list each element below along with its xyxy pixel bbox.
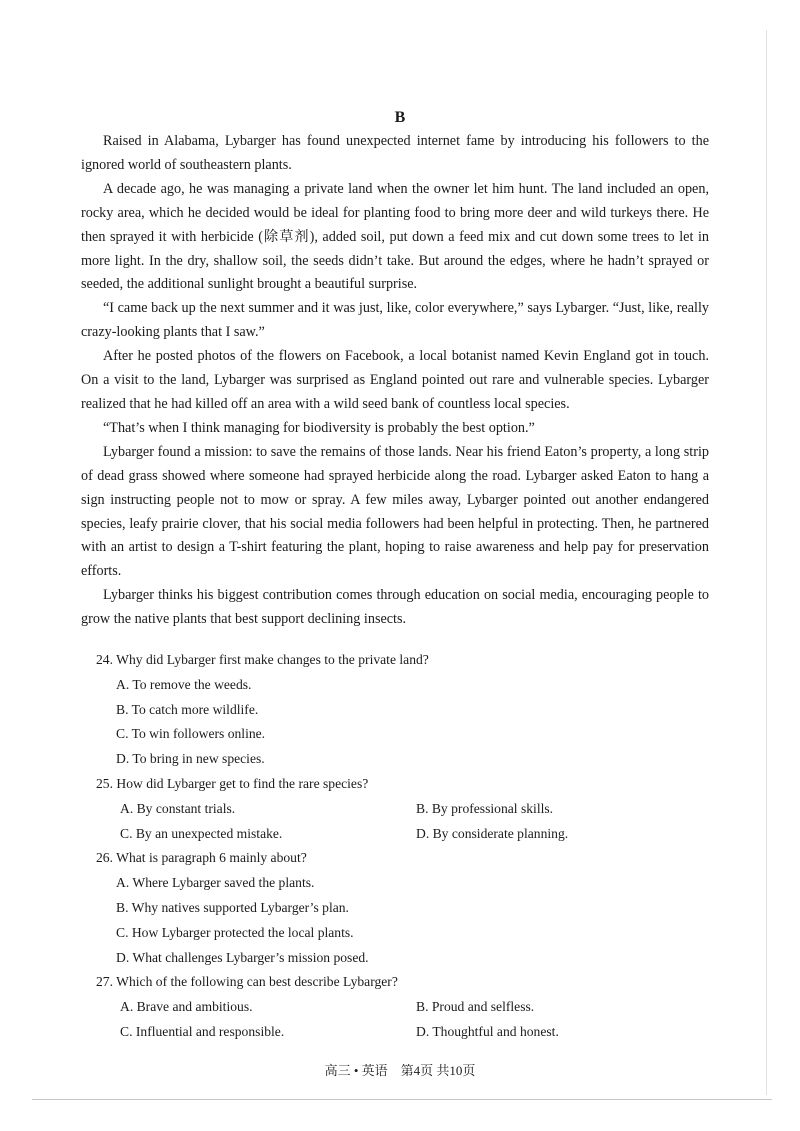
question-27: [96, 970, 716, 1044]
reading-passage: [81, 130, 709, 632]
option-d: D. Thoughtful and honest.: [416, 1023, 559, 1039]
question-26: [96, 846, 716, 970]
option-a: A. By constant trials.: [120, 800, 236, 816]
option-d: D. To bring in new species.: [116, 751, 265, 767]
option-a: A. Brave and ambitious.: [120, 999, 253, 1015]
paragraph-6: Lybarger found a mission: to save the remains of those lands. Near his friend Eaton’s property, a long strip of dead grass showed where someone had sprayed herbicide along the road. Lybarger asked Eaton to hang a sign instructing people not to mow or spray. A few miles away, Lybarger pointed out another endangered species, leafy prairie clover, that his social media followers had been helpful in protecting. Then, he partnered with an artist to design a T-shirt featuring the plant, hoping to raise awareness and help pay for preservation efforts.: [81, 443, 709, 580]
question-24: [96, 648, 716, 772]
option-b: B. By professional skills.: [416, 800, 554, 816]
option-d: D. What challenges Lybarger’s mission posed.: [116, 949, 369, 965]
page-footer: 高三 • 英语 第4页 共10页: [324, 1063, 476, 1078]
option-c: C. How Lybarger protected the local plants.: [116, 924, 354, 940]
option-a: A. To remove the weeds.: [116, 676, 252, 692]
bottom-divider: [32, 1099, 772, 1100]
option-b: B. To catch more wildlife.: [116, 701, 259, 717]
paragraph-2: A decade ago, he was managing a private land when the owner let him hunt. The land included an open, rocky area, which he decided would be ideal for planting food to bring more deer and wild turkeys there. He then sprayed it with herbicide (除草剂), added soil, put down a feed mix and cut down some trees to let in more light. In the dry, shallow soil, the seeds didn’t take. But around the edges, where he hadn’t sprayed or seeded, the additional sunlight brought a beautiful surprise.: [81, 180, 709, 293]
option-c: C. By an unexpected mistake.: [120, 825, 283, 841]
paragraph-3: “I came back up the next summer and it was just, like, color everywhere,” says Lybarger. “Just, like, really crazy-looking plants that I saw.”: [81, 300, 709, 341]
option-c: C. Influential and responsible.: [120, 1023, 285, 1039]
paragraph-5: “That’s when I think managing for biodiversity is probably the best option.”: [103, 419, 535, 436]
question-25: [96, 772, 716, 846]
scan-edge-line: [766, 30, 767, 1095]
option-a: A. Where Lybarger saved the plants.: [116, 875, 315, 891]
section-heading: B: [394, 109, 406, 126]
question-stem: 27. Which of the following can best describe Lybarger?: [96, 974, 398, 990]
option-b: B. Why natives supported Lybarger’s plan.: [116, 899, 349, 915]
question-list: [96, 648, 716, 1045]
option-b: B. Proud and selfless.: [416, 999, 535, 1015]
paragraph-1: Raised in Alabama, Lybarger has found unexpected internet fame by introducing his followers to the ignored world of southeastern plants.: [81, 133, 709, 173]
question-stem: 24. Why did Lybarger first make changes to the private land?: [96, 652, 429, 667]
question-stem: 26. What is paragraph 6 mainly about?: [96, 850, 307, 866]
paragraph-7: Lybarger thinks his biggest contribution comes through education on social media, encouraging people to grow the native plants that best support declining insects.: [81, 587, 709, 628]
option-c: C. To win followers online.: [116, 726, 266, 742]
question-stem: 25. How did Lybarger get to find the rare species?: [96, 775, 369, 791]
option-d: D. By considerate planning.: [416, 825, 569, 841]
paragraph-4: After he posted photos of the flowers on Facebook, a local botanist named Kevin England got in touch. On a visit to the land, Lybarger was surprised as England pointed out rare and vulnerable species. Lybarger realized that he had killed off an area with a wild seed bank of countless local species.: [81, 348, 709, 412]
